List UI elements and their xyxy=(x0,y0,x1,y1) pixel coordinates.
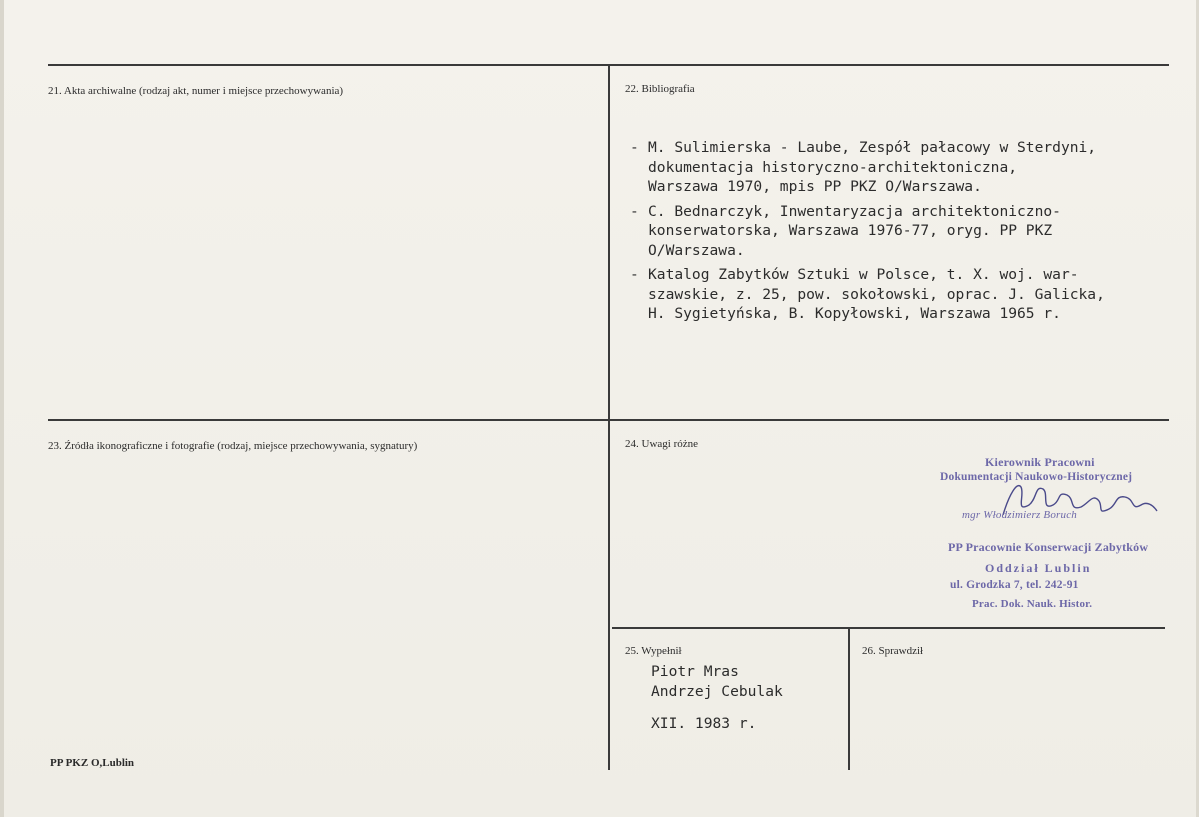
stamp-branch: Oddział Lublin xyxy=(985,561,1092,575)
center-divider xyxy=(608,64,610,770)
field-25-label: 25. Wypełnił xyxy=(625,645,682,657)
bibliography-line: O/Warszawa. xyxy=(648,241,745,259)
bibliography-line: C. Bednarczyk, Inwentaryzacja architektoniczno- xyxy=(648,202,1061,220)
field-24-label: 24. Uwagi różne xyxy=(625,438,699,450)
fill-date: XII. 1983 r. xyxy=(651,715,757,732)
filled-by-name: Piotr Mras xyxy=(651,663,739,680)
stamp-head-title: Kierownik Pracowni xyxy=(985,455,1095,469)
bibliography-line: dokumentacja historyczno-architektoniczna, xyxy=(648,158,1018,176)
bibliography-line: konserwatorska, Warszawa 1976-77, oryg. PP PKZ xyxy=(648,222,1053,239)
footer-institution: PP PKZ O,Lublin xyxy=(50,757,135,769)
stamp-department: Dokumentacji Naukowo-Historycznej xyxy=(940,471,1133,483)
field-22-label: 22. Bibliografia xyxy=(625,83,695,95)
bibliography-list xyxy=(630,138,1160,325)
bullet-dash: - xyxy=(630,139,639,156)
bibliography-line: M. Sulimierska - Laube, Zespół pałacowy w Sterdyni, xyxy=(648,139,1097,156)
signature-box-divider xyxy=(848,627,850,770)
field-26-label: 26. Sprawdził xyxy=(862,645,924,657)
signature-box-top-rule xyxy=(612,627,1165,629)
card-left-edge xyxy=(0,0,4,817)
filled-by-names xyxy=(651,662,783,701)
stamp-name: mgr Włodzimierz Boruch xyxy=(962,509,1078,521)
bibliography-line: szawskie, z. 25, pow. sokołowski, oprac. J. Galicka, xyxy=(648,285,1105,303)
bibliography-line: Katalog Zabytków Sztuki w Polsce, t. X. woj. war- xyxy=(648,266,1079,283)
bullet-dash: - xyxy=(630,266,639,283)
stamp-abbreviation: Prac. Dok. Nauk. Histor. xyxy=(972,598,1093,610)
bibliography-entry xyxy=(630,265,1160,324)
stamp-address: ul. Grodzka 7, tel. 242-91 xyxy=(950,579,1079,591)
stamp-institution: PP Pracownie Konserwacji Zabytków xyxy=(948,540,1149,554)
bibliography-line: H. Sygietyńska, B. Kopyłowski, Warszawa 1965 r. xyxy=(648,305,1061,322)
field-23-label: 23. Źródła ikonograficzne i fotografie (rodzaj, miejsce przechowywania, sygnatury) xyxy=(48,440,418,452)
bibliography-entry xyxy=(630,138,1160,197)
bullet-dash: - xyxy=(630,202,639,220)
bibliography-entry xyxy=(630,202,1160,261)
filled-by-name: Andrzej Cebulak xyxy=(651,682,783,700)
field-21-label: 21. Akta archiwalne (rodzaj akt, numer i miejsce przechowywania) xyxy=(48,85,344,97)
bibliography-line: Warszawa 1970, mpis PP PKZ O/Warszawa. xyxy=(648,178,982,195)
